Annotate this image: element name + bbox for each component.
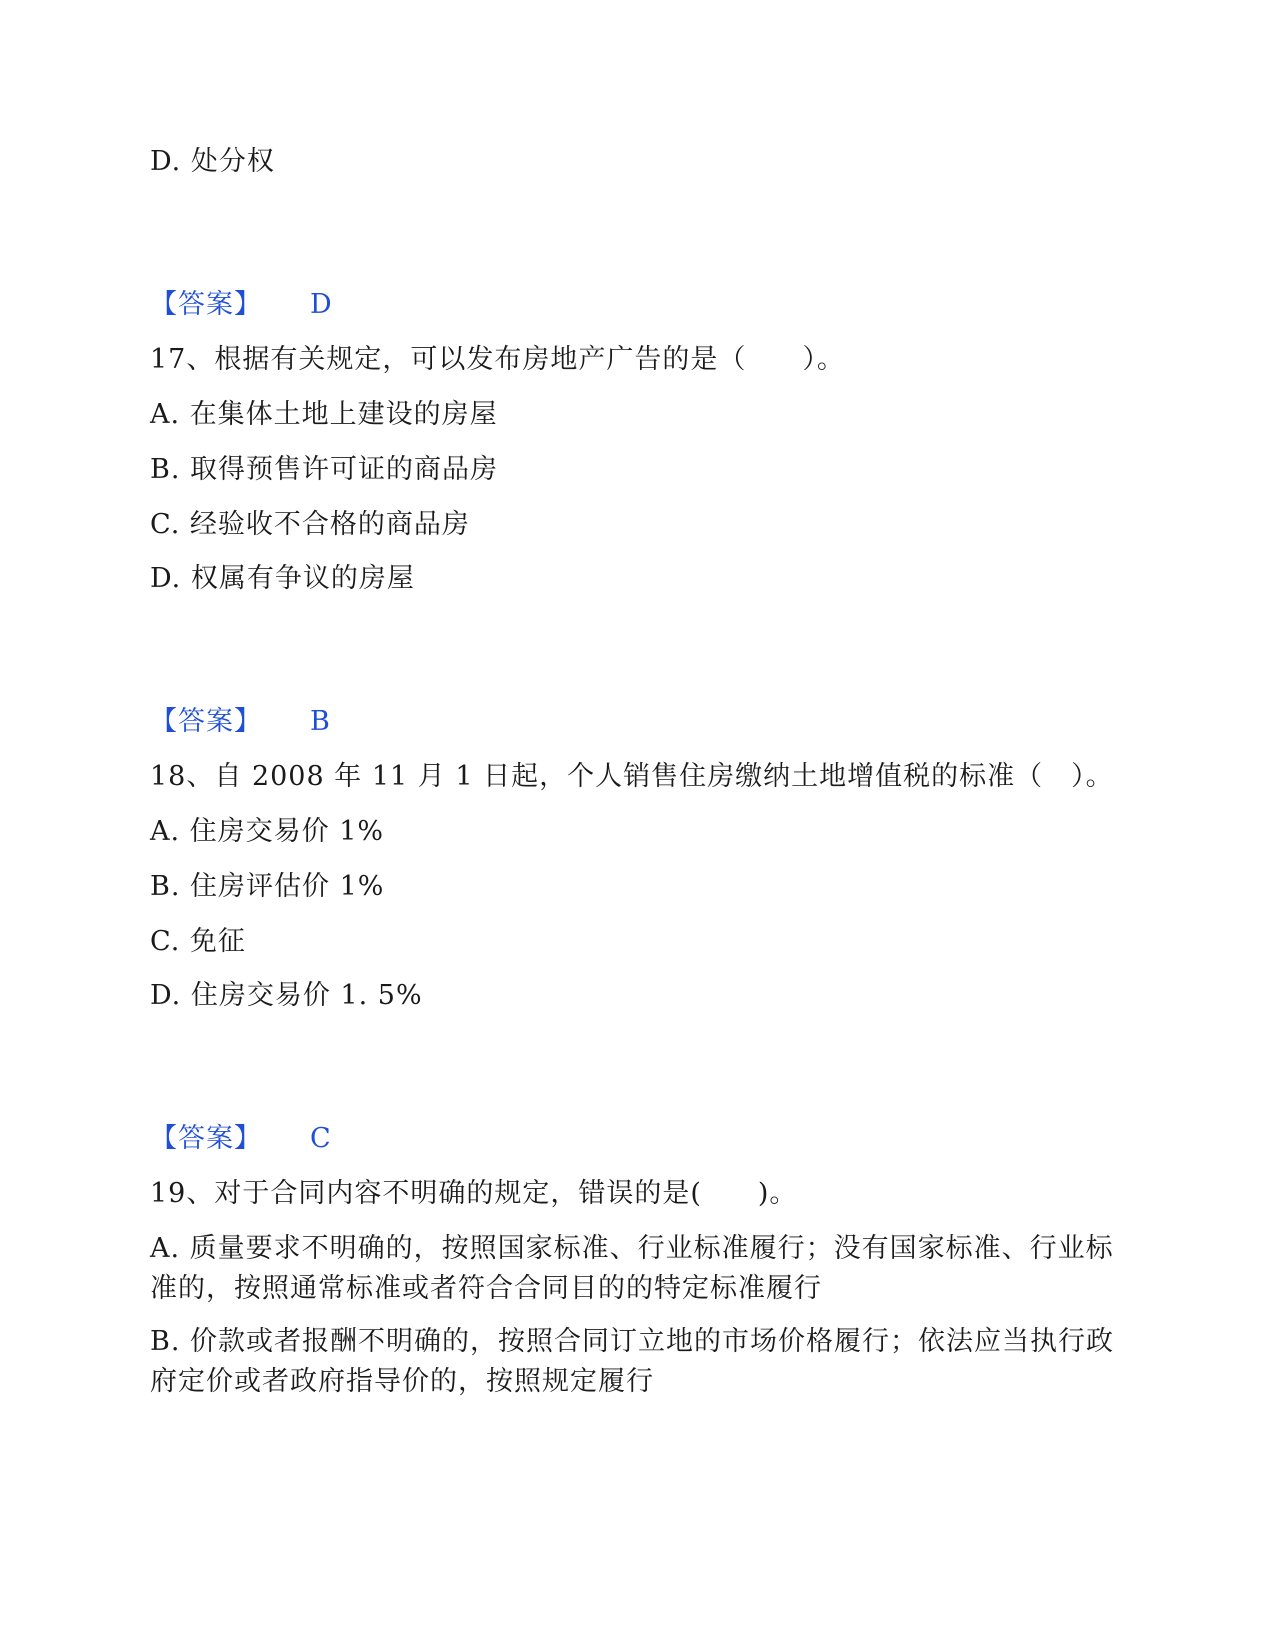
question-16-option-d: D. 处分权 (150, 146, 275, 177)
question-17-option-a: A. 在集体土地上建设的房屋 (150, 399, 498, 430)
answer-17 (150, 702, 331, 742)
question-19-option-a: A. 质量要求不明确的，按照国家标准、行业标准履行；没有国家标准、行业标准的，按照通常标准或者符合合同目的的特定标准履行 (150, 1233, 1114, 1304)
question-18-option-a: A. 住房交易价 1% (150, 816, 385, 847)
answer-value: C (310, 1123, 332, 1154)
answer-label: 【答案】 (150, 1123, 262, 1154)
question-17-option-b: B. 取得预售许可证的商品房 (150, 454, 499, 485)
question-17-stem: 17、根据有关规定，可以发布房地产广告的是（ ）。 (150, 344, 845, 375)
question-18-option-c: C. 免征 (150, 926, 246, 957)
question-19-option-b: B. 价款或者报酬不明确的，按照合同订立地的市场价格履行；依法应当执行政府定价或者政府指导价的，按照规定履行 (150, 1326, 1115, 1397)
answer-label: 【答案】 (150, 289, 262, 320)
answer-label: 【答案】 (150, 706, 262, 737)
answer-value: B (310, 706, 331, 737)
question-19-stem: 19、对于合同内容不明确的规定，错误的是( )。 (150, 1178, 798, 1209)
question-18-option-b: B. 住房评估价 1% (150, 871, 385, 902)
answer-18 (150, 1119, 332, 1159)
answer-16 (150, 285, 333, 325)
answer-value: D (310, 289, 333, 320)
question-17-option-c: C. 经验收不合格的商品房 (150, 509, 470, 540)
question-18-stem: 18、自 2008 年 11 月 1 日起，个人销售住房缴纳土地增值税的标准（ ）。 (150, 761, 1114, 792)
question-18-option-d: D. 住房交易价 1. 5% (150, 980, 423, 1011)
question-17-option-d: D. 权属有争议的房屋 (150, 563, 415, 594)
